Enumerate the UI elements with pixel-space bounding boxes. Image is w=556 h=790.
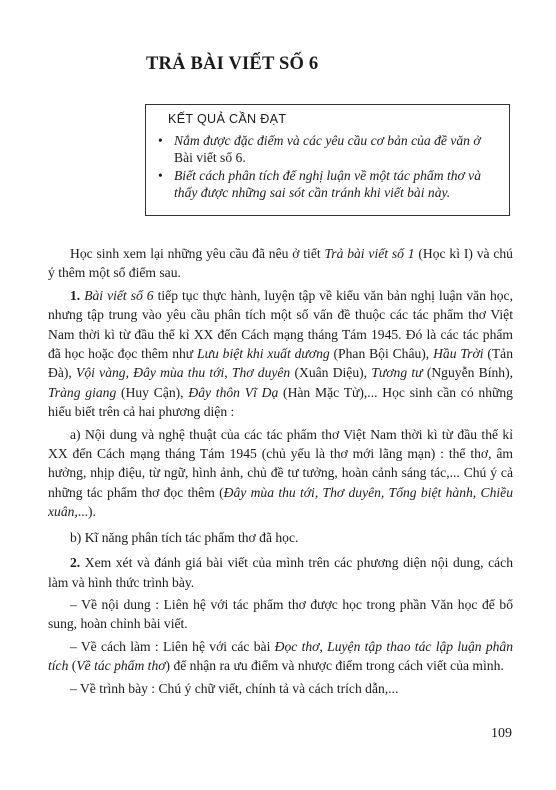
author: (Xuân Diệu),	[290, 365, 372, 381]
text: a) Nội dung và nghệ thuật của các tác phẩm thơ Việt Nam thời kì từ đầu thế kỉ XX đến Cách mạng tháng Tám 1945 (chủ yếu là thơ mới lãng mạn) : thể thơ, âm hưởng, nhịp điệu, từ ngữ, hình ảnh, chủ đề tư tưởng, hoàn cảnh sáng tác,... Chú ý cả những tác phẩm thơ đọc thêm (	[48, 426, 513, 500]
text: – Về cách làm : Liên hệ với các bài	[70, 638, 275, 654]
author: (Nguyễn Bính),	[422, 365, 514, 381]
bullet-icon: •	[158, 168, 163, 184]
text-italic: Đọc thơ	[274, 638, 320, 654]
goal-text-plain: Bài viết số 6.	[174, 149, 246, 165]
intro-paragraph	[48, 244, 513, 283]
text-italic: Trả bài viết số 1	[324, 246, 415, 261]
separator: ,	[224, 365, 232, 381]
content-note-paragraph: – Về nội dung : Liên hệ với tác phẩm thơ được học trong phần Văn học để bổ sung, hoàn chỉnh bài viết.	[48, 596, 513, 632]
section-2-paragraph	[48, 553, 513, 592]
presentation-note-paragraph: – Về trình bày : Chú ý chữ viết, chính tả và cách trích dẫn,...	[70, 680, 399, 696]
expected-results-heading: KẾT QUẢ CẦN ĐẠT	[168, 112, 287, 126]
author: (Huy Cận),	[116, 384, 189, 400]
text: Xem xét và đánh giá bài viết của mình trên các phương diện nội dung, cách làm và hình thức trình bày.	[48, 555, 513, 590]
goal-text: Nắm được đặc điểm và các yêu cầu cơ bản của đề văn ở	[174, 132, 481, 148]
author: (Tản Đà),	[48, 346, 513, 381]
author: (Phan Bội Châu),	[329, 346, 434, 362]
goal-item	[158, 133, 501, 167]
section-1-paragraph	[48, 286, 513, 422]
text: (Học kì I) và chú ý thêm một số điểm sau.	[48, 246, 513, 281]
item-b-paragraph: b) Kĩ năng phân tích tác phẩm thơ đã học.	[70, 529, 299, 545]
work-title: Tràng giang	[48, 384, 117, 400]
text: ) để nhận ra ưu điểm và nhược điểm trong cách viết của mình.	[165, 658, 504, 674]
separator: ,	[319, 638, 328, 654]
section-number: 2.	[70, 555, 81, 571]
bullet-icon: •	[158, 132, 163, 148]
section-number: 1.	[70, 287, 81, 303]
text-italic: Luyện tập thao tác lập luận phân tích	[48, 638, 514, 674]
work-title: Vội vàng	[76, 365, 126, 381]
text-italic: Bài viết số 6	[80, 287, 154, 303]
work-title: Thơ duyên	[231, 365, 291, 381]
text: Học sinh xem lại những yêu cầu đã nêu ở tiết	[70, 246, 325, 261]
work-title: Đây mùa thu tới	[133, 365, 225, 381]
work-title: Lưu biệt khi xuất dương	[197, 346, 330, 362]
text: (	[68, 658, 77, 674]
page-title: TRẢ BÀI VIẾT SỐ 6	[146, 54, 319, 74]
text-italic: Đây mùa thu tới, Thơ duyên, Tống biệt hành, Chiều xuân	[48, 484, 513, 520]
text-italic: Về tác phẩm thơ	[76, 658, 166, 674]
work-title: Hầu Trời	[433, 346, 484, 362]
method-note-paragraph	[48, 637, 513, 676]
text: ,...).	[74, 504, 96, 520]
text: tiếp tục thực hành, luyện tập về kiểu văn bản nghị luận văn học, nhưng tập trung vào yêu cầu phân tích một số vấn đề thuộc các tác phẩm thơ Việt Nam thời kì từ đầu thế kỉ XX đến Cách mạng tháng Tám 1945. Đó là các tác phẩm đã học hoặc đọc thêm như	[48, 287, 513, 362]
goal-item	[158, 168, 501, 202]
expected-results-box	[145, 104, 510, 216]
page-number: 109	[491, 726, 512, 741]
item-a-paragraph	[48, 425, 513, 522]
work-title: Đây thôn Vĩ Dạ	[188, 384, 279, 400]
goal-text: Biết cách phân tích để nghị luận về một tác phẩm thơ và thấy được những sai sót cần tránh khi viết bài này.	[174, 168, 482, 201]
lesson-body	[48, 244, 513, 704]
work-title: Tương tư	[371, 365, 423, 381]
separator: ,	[125, 365, 134, 381]
author: (Hàn Mặc Tử),... Học sinh cần có những hiểu biết trên cả hai phương diện :	[48, 384, 513, 420]
